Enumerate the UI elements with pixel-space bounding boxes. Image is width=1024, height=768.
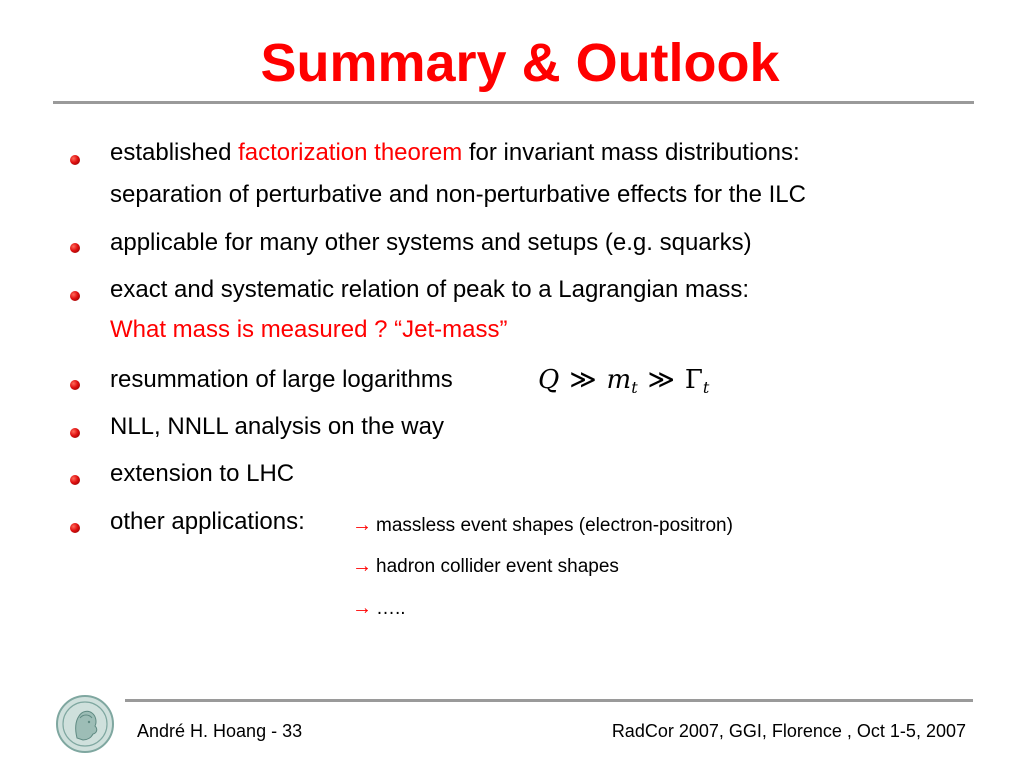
sub-item-2 (352, 554, 619, 579)
bullet-6-text: extension to LHC (110, 460, 295, 487)
sub-item-3 (352, 596, 406, 621)
bullet-icon (70, 155, 80, 165)
bullet-icon (70, 291, 80, 301)
bullet-4-text: resummation of large logarithms (110, 366, 453, 393)
bullet-1-line-1 (110, 138, 800, 168)
bullet-5-text: NLL, NNLL analysis on the way (110, 413, 444, 440)
bullet-icon (70, 243, 80, 253)
math-much-greater: ≫ (647, 365, 675, 395)
bullet-1-post: for invariant mass distributions: (462, 139, 800, 166)
right-arrow-icon: → (352, 597, 372, 619)
math-much-greater: ≫ (569, 365, 597, 395)
sub-item-1-text: massless event shapes (electron-positron) (376, 515, 733, 536)
math-m: m (606, 365, 632, 395)
bullet-3-highlight: What mass is measured ? “Jet-mass” (110, 316, 508, 343)
bullet-1-line-2: separation of perturbative and non-perturbative effects for the ILC (110, 181, 806, 208)
right-arrow-icon: → (352, 555, 372, 577)
bullet-icon (70, 475, 80, 485)
scale-hierarchy-formula (538, 363, 709, 405)
footer-divider (125, 699, 973, 702)
bullet-1-highlight: factorization theorem (238, 139, 463, 166)
slide-title: Summary & Outlook (260, 33, 780, 93)
footer-author: André H. Hoang - 33 (137, 721, 303, 741)
institute-seal-icon (55, 694, 115, 754)
math-q: Q (538, 365, 560, 395)
footer-event: RadCor 2007, GGI, Florence , Oct 1-5, 2007 (611, 721, 966, 741)
sub-item-1 (352, 513, 733, 538)
sub-item-2-text: hadron collider event shapes (376, 556, 619, 577)
bullet-icon (70, 380, 80, 390)
bullet-1-pre: established (110, 139, 239, 166)
bullet-7-text: other applications: (110, 508, 305, 535)
bullet-icon (70, 428, 80, 438)
math-m-subscript: t (631, 378, 638, 397)
right-arrow-icon: → (352, 514, 372, 536)
bullet-2-text: applicable for many other systems and setups (e.g. squarks) (110, 229, 752, 256)
sub-item-3-text: ….. (376, 598, 406, 619)
bullet-3-line-1: exact and systematic relation of peak to a Lagrangian mass: (110, 276, 750, 303)
math-gamma: Γ (684, 365, 703, 395)
bullet-icon (70, 523, 80, 533)
math-gamma-subscript: t (702, 378, 710, 397)
title-divider (53, 101, 974, 104)
